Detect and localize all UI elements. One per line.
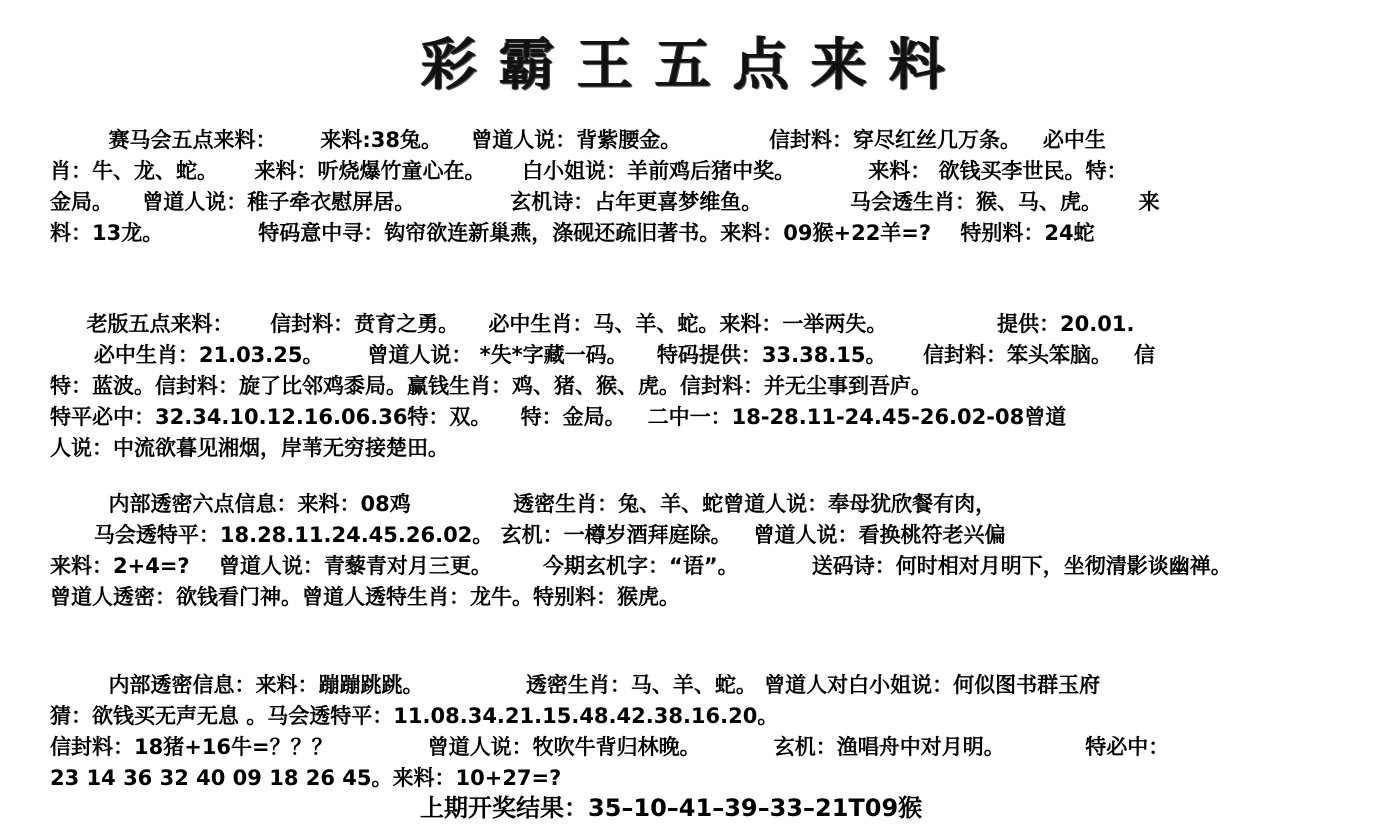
text-line: 来料：2+4=? 曾道人说：青藜青对月三更。 今期玄机字：“语”。 送码诗：何时相对月明下，坐彻清影谈幽禅。 [50, 554, 1232, 578]
text-line: 曾道人透密：欲钱看门神。曾道人透特生肖：龙牛。特别料：猴虎。 [50, 585, 680, 609]
text-line: 23 14 36 32 40 09 18 26 45。来料：10+27=? [50, 766, 562, 790]
text-line: 内部透密信息：来料：蹦蹦跳跳。 透密生肖：马、羊、蛇。 曾道人对白小姐说：何似图书群玉府 [50, 673, 1101, 697]
text-line: 内部透密六点信息：来料：08鸡 透密生肖：兔、羊、蛇曾道人说：奉母犹欣餐有肉， [50, 492, 997, 516]
text-line: 马会透特平：18.28.11.24.45.26.02。 玄机：一樽岁酒拜庭除。 曾道人说：看换桃符老兴偏 [50, 523, 1006, 547]
text-line: 老版五点来料： 信封料：贲育之勇。 必中生肖：马、羊、蛇。来料：一举两失。 提供：20.01. [50, 312, 1135, 336]
text-line: 必中生肖：21.03.25。 曾道人说： *失*字藏一码。 特码提供：33.38.15。 信封料：笨头笨脑。 信 [50, 343, 1155, 367]
last-draw-result: 上期开奖结果：35–10–41–39–33–21T09猴 [420, 794, 923, 822]
text-line: 肖：牛、龙、蛇。 来料：听烧爆竹童心在。 白小姐说：羊前鸡后猪中奖。 来料： 欲钱买李世民。特： [50, 159, 1128, 183]
text-line: 特平必中：32.34.10.12.16.06.36特：双。 特：金局。 二中一：18-28.11-24.45-26.02-08曾道 [50, 405, 1067, 429]
text-line: 赛马会五点来料： 来料:38兔。 曾道人说：背紫腰金。 信封料：穿尽红丝几万条。 必中生 [50, 128, 1106, 152]
text-line: 金局。 曾道人说：稚子牵衣慰屏居。 玄机诗：占年更喜梦维鱼。 马会透生肖：猴、马、虎。 来 [50, 190, 1160, 214]
text-line: 猜：欲钱买无声无息 。马会透特平：11.08.34.21.15.48.42.38.16.20。 [50, 704, 779, 728]
text-line: 特：蓝波。信封料：旋了比邻鸡黍局。赢钱生肖：鸡、猪、猴、虎。信封料：并无尘事到吾庐。 [50, 374, 932, 398]
text-line: 信封料：18猪+16牛=？？？ 曾道人说：牧吹牛背归林晚。 玄机：渔唱舟中对月明。 特必中： [50, 735, 1170, 759]
page-title: 彩霸王五点来料 [421, 32, 967, 98]
text-line: 人说：中流欲暮见湘烟，岸苇无穷接楚田。 [50, 436, 449, 460]
text-line: 料：13龙。 特码意中寻：钩帘欲连新巢燕，涤砚还疏旧著书。来料：09猴+22羊=? 特别料：24蛇 [50, 221, 1095, 245]
